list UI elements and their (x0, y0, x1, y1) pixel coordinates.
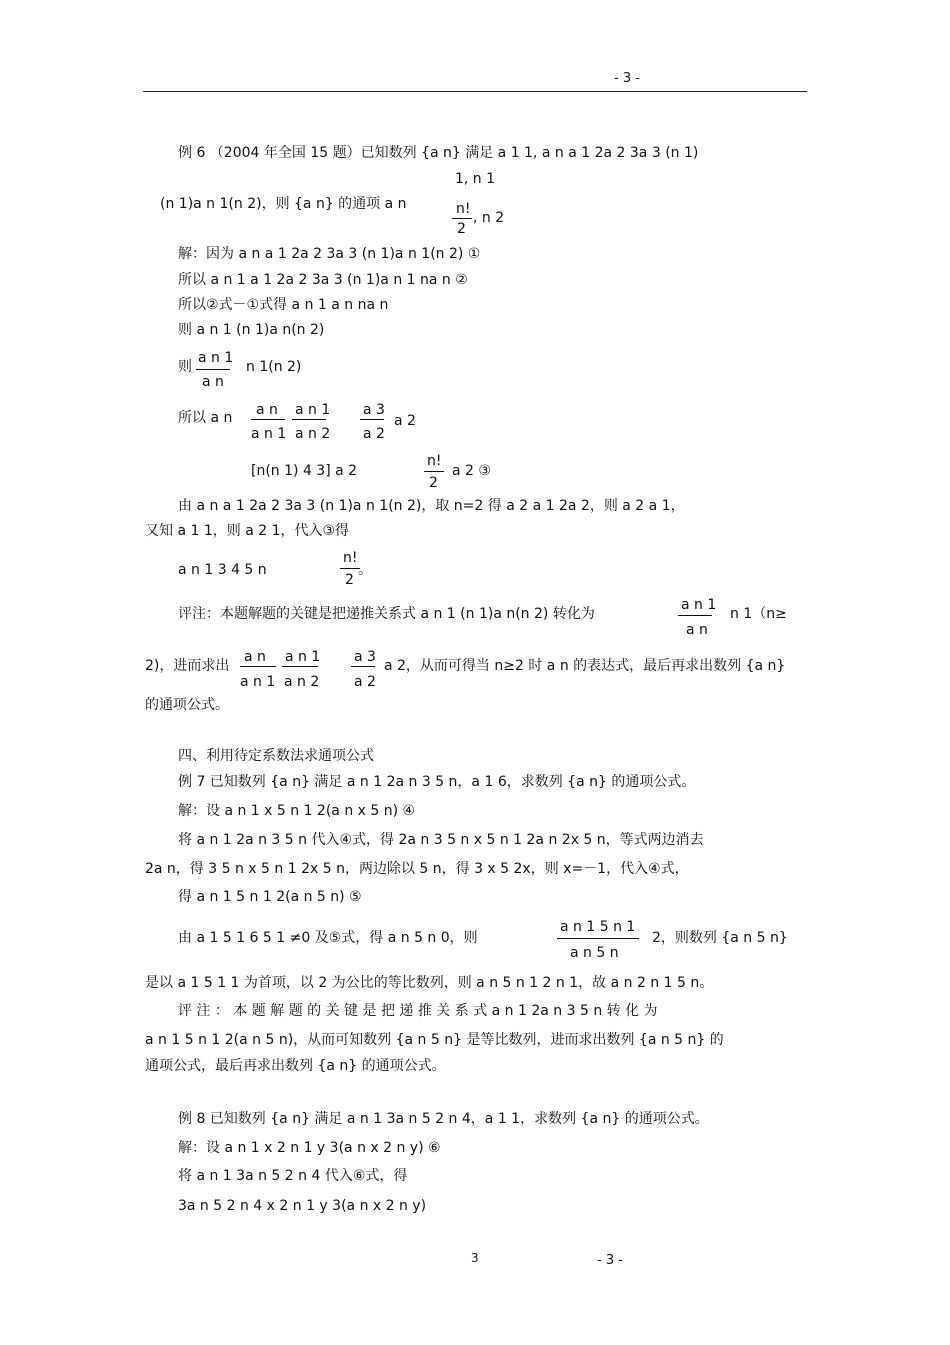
text-line: 1, n 1 (455, 171, 496, 187)
text-line: a n 1 5 n 1 (560, 919, 636, 935)
text-line: 是以 a 1 5 1 1 为首项，以 2 为公比的等比数列，则 a n 5 n 1 2 n 1，故 a n 2 n 1 5 n。 (145, 975, 714, 991)
text-line: 。 (358, 562, 372, 578)
text-line: 由 a 1 5 1 6 5 1 ≠0 及⑤式，得 a n 5 n 0，则 (178, 930, 478, 946)
text-line: n! (456, 201, 471, 217)
text-line: 例 7 已知数列 {a n} 满足 a n 1 2a n 3 5 n，a 1 6，求数列 {a n} 的通项公式。 (178, 774, 696, 790)
text-line: 由 a n a 1 2a 2 3a 3 (n 1)a n 1(n 2)，取 n=2 得 a 2 a 1 2a 2，则 a 2 a 1， (178, 498, 685, 514)
text-line: a n 1 (198, 350, 234, 366)
text-line: a n 1 5 n 1 2(a n 5 n)，从而可知数列 {a n 5 n} 是等比数列，进而求出数列 {a n 5 n} 的 (145, 1032, 724, 1048)
text-line: , n 2 (473, 210, 505, 226)
text-line: 评 注 ： 本 题 解 题 的 关 键 是 把 递 推 关 系 式 a n 1 2a n 3 5 n 转 化 为 (178, 1003, 658, 1019)
text-line: a n (244, 649, 266, 665)
text-line: 所以 a n 1 a 1 2a 2 3a 3 (n 1)a n 1 na n ② (178, 272, 468, 288)
text-line: a 2 (354, 674, 376, 690)
text-line: 将 a n 1 3a n 5 2 n 4 代入⑥式，得 (178, 1168, 408, 1184)
fraction-bar (292, 419, 326, 420)
text-line: [n(n 1) 4 3] a 2 (251, 463, 358, 479)
text-line: 评注：本题解题的关键是把递推关系式 a n 1 (n 1)a n(n 2) 转化为 (178, 606, 595, 622)
text-line: 得 a n 1 5 n 1 2(a n 5 n) ⑤ (178, 889, 362, 905)
text-line: a n 1 (285, 649, 321, 665)
fraction-bar (240, 666, 276, 667)
footer-page-label: - 3 - (597, 1253, 623, 1268)
text-line: 将 a n 1 2a n 3 5 n 代入④式，得 2a n 3 5 n x 5 n 1 2a n 2x 5 n，等式两边消去 (178, 832, 704, 848)
header-page-label: - 3 - (614, 71, 640, 86)
text-line: 所以 a n (178, 410, 233, 426)
text-line: 2)，进而求出 (145, 658, 230, 674)
text-line: 2 (457, 221, 466, 237)
text-line: a n 5 n (570, 945, 619, 961)
text-line: a n (202, 374, 224, 390)
text-line: 解：设 a n 1 x 2 n 1 y 3(a n x 2 n y) ⑥ (178, 1140, 441, 1156)
text-line: a n 1 (251, 426, 287, 442)
text-line: a n 1 3 4 5 n (178, 562, 267, 578)
text-line: 2，则数列 {a n 5 n} (652, 930, 788, 946)
text-line: a n 1 (240, 674, 276, 690)
text-line: a n 1 (681, 597, 717, 613)
fraction-bar (424, 471, 444, 472)
text-line: a 2 ③ (452, 463, 491, 479)
fraction-bar (196, 369, 230, 370)
text-line: a 2，从而可得当 n≥2 时 a n 的表达式，最后再求出数列 {a n} (384, 658, 786, 674)
text-line: n! (343, 550, 358, 566)
text-line: 2a n，得 3 5 n x 5 n 1 2x 5 n，两边除以 5 n，得 3 x 5 2x，则 x=－1，代入④式， (145, 861, 689, 877)
text-line: 例 8 已知数列 {a n} 满足 a n 1 3a n 5 2 n 4，a 1 1，求数列 {a n} 的通项公式。 (178, 1111, 709, 1127)
text-line: 解：因为 a n a 1 2a 2 3a 3 (n 1)a n 1(n 2) ① (178, 246, 481, 262)
text-line: a n 2 (284, 674, 320, 690)
fraction-bar (282, 666, 318, 667)
fraction-bar (360, 419, 384, 420)
text-line: a n (686, 622, 708, 638)
footer-page-number: 3 (471, 1251, 479, 1265)
text-line: 3a n 5 2 n 4 x 2 n 1 y 3(a n x 2 n y) (178, 1198, 427, 1214)
header-rule (143, 91, 807, 92)
fraction-bar (340, 568, 360, 569)
fraction-bar (557, 938, 639, 939)
section-heading: 四、利用待定系数法求通项公式 (178, 748, 374, 764)
fraction-bar (678, 615, 712, 616)
text-line: n 1(n 2) (246, 359, 302, 375)
text-line: n! (427, 453, 442, 469)
text-line: 2 (345, 572, 354, 588)
text-line: 则 a n 1 (n 1)a n(n 2) (178, 322, 325, 338)
text-line: a n (256, 402, 278, 418)
text-line: 通项公式，最后再求出数列 {a n} 的通项公式。 (145, 1058, 446, 1074)
text-line: a n 2 (295, 426, 331, 442)
text-line: 则 (178, 359, 192, 375)
text-line: 2 (429, 475, 438, 491)
text-line: 的通项公式。 (145, 697, 229, 713)
text-line: 所以②式－①式得 a n 1 a n na n (178, 297, 389, 313)
fraction-bar (452, 218, 472, 219)
fraction-bar (351, 666, 375, 667)
text-line: 例 6 （2004 年全国 15 题）已知数列 {a n} 满足 a 1 1, a n a 1 2a 2 3a 3 (n 1) (178, 145, 699, 161)
text-line: a 3 (354, 649, 376, 665)
text-line: a 2 (394, 413, 416, 429)
text-line: a n 1 (295, 402, 331, 418)
text-line: n 1（n≥ (730, 606, 787, 622)
text-line: 解：设 a n 1 x 5 n 1 2(a n x 5 n) ④ (178, 803, 416, 819)
fraction-bar (251, 419, 285, 420)
text-line: a 2 (363, 426, 385, 442)
text-line: (n 1)a n 1(n 2)，则 {a n} 的通项 a n (160, 196, 407, 212)
text-line: 又知 a 1 1，则 a 2 1，代入③得 (145, 523, 350, 539)
text-line: a 3 (363, 402, 385, 418)
